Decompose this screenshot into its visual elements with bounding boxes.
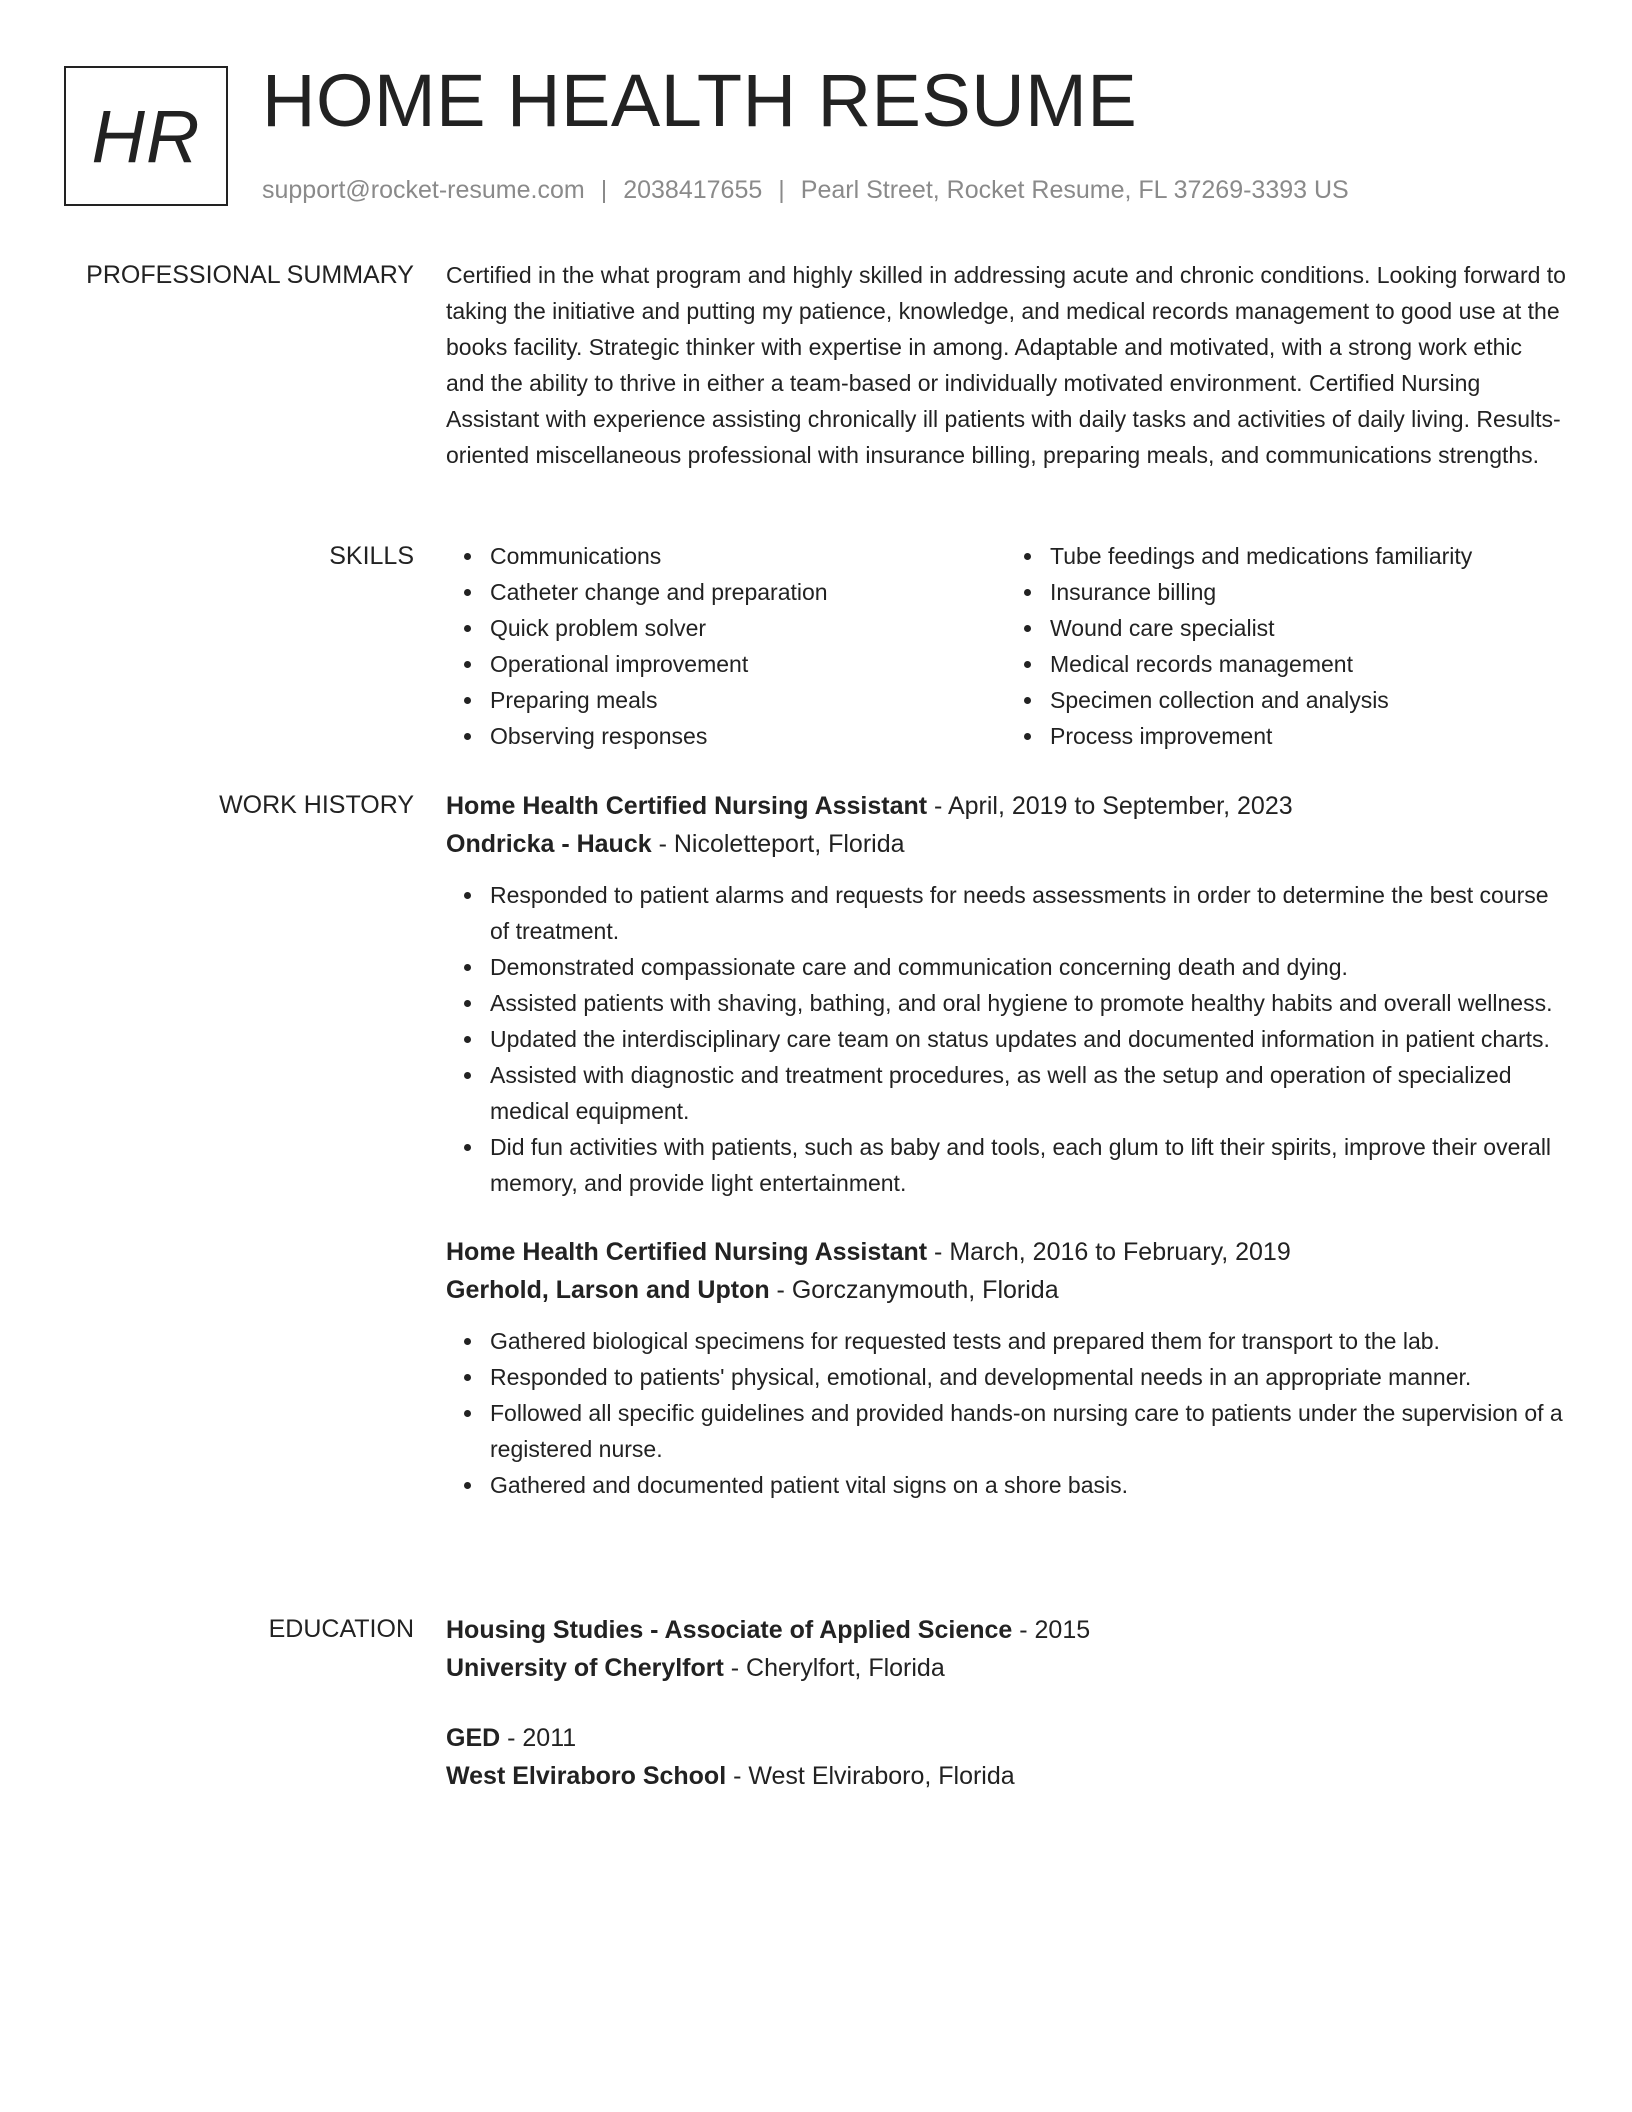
education-school: West Elviraboro School <box>446 1762 727 1790</box>
job-title-line <box>446 1233 1566 1271</box>
job-bullet: Followed all specific guidelines and provided hands-on nursing care to patients under the supervision of a registered nurse. <box>490 1395 1566 1467</box>
education-body <box>446 1611 1566 1795</box>
skill-item: Quick problem solver <box>490 610 1006 646</box>
education-school: University of Cherylfort <box>446 1654 724 1682</box>
job-bullet: Did fun activities with patients, such as baby and tools, each glum to lift their spirits, improve their overall memory, and provide light entertainment. <box>490 1129 1566 1201</box>
education-entry <box>446 1719 1566 1795</box>
job-role: Home Health Certified Nursing Assistant <box>446 1238 928 1266</box>
summary-body <box>446 257 1566 473</box>
job-bullet: Demonstrated compassionate care and communication concerning death and dying. <box>490 949 1566 985</box>
skill-item: Specimen collection and analysis <box>1050 682 1566 718</box>
skill-item: Tube feedings and medications familiarity <box>1050 538 1566 574</box>
skill-item: Operational improvement <box>490 646 1006 682</box>
skill-item: Wound care specialist <box>1050 610 1566 646</box>
work-history-body <box>446 787 1566 1503</box>
education-degree: GED <box>446 1724 501 1752</box>
skill-item: Observing responses <box>490 718 1006 754</box>
education-school-line <box>446 1649 1566 1687</box>
skill-item: Communications <box>490 538 1006 574</box>
job-bullet: Responded to patients' physical, emotional, and developmental needs in an appropriate manner. <box>490 1359 1566 1395</box>
job-bullet: Updated the interdisciplinary care team on status updates and documented information in patient charts. <box>490 1021 1566 1057</box>
skill-item: Medical records management <box>1050 646 1566 682</box>
education-year: - 2011 <box>500 1724 577 1752</box>
education-year: - 2015 <box>1012 1616 1091 1644</box>
skills-column-left <box>446 538 1006 754</box>
job-company-line <box>446 1271 1566 1309</box>
job-role: Home Health Certified Nursing Assistant <box>446 792 928 820</box>
contact-line <box>262 173 1349 207</box>
contact-email: support@rocket-resume.com <box>262 176 585 204</box>
job-location: - Nicoletteport, Florida <box>651 830 905 858</box>
job-bullets <box>446 1323 1566 1503</box>
job-dates: - March, 2016 to February, 2019 <box>927 1238 1291 1266</box>
job-bullet: Assisted with diagnostic and treatment procedures, as well as the setup and operation of specialized medical equipment. <box>490 1057 1566 1129</box>
skill-item: Preparing meals <box>490 682 1006 718</box>
skill-item: Insurance billing <box>1050 574 1566 610</box>
contact-address: Pearl Street, Rocket Resume, FL 37269-3393 US <box>800 176 1349 204</box>
resume-title: HOME HEALTH RESUME <box>262 59 1138 142</box>
job-bullet: Gathered biological specimens for requested tests and prepared them for transport to the lab. <box>490 1323 1566 1359</box>
education-degree-line <box>446 1719 1566 1757</box>
education-entry <box>446 1611 1566 1687</box>
contact-separator: | <box>600 176 608 204</box>
contact-phone: 2038417655 <box>623 176 763 204</box>
work-history-heading: WORK HISTORY <box>219 791 414 819</box>
skills-body <box>446 538 1566 754</box>
education-degree-line <box>446 1611 1566 1649</box>
job-company: Gerhold, Larson and Upton <box>446 1276 770 1304</box>
skills-heading: SKILLS <box>329 542 414 570</box>
job-bullets <box>446 877 1566 1201</box>
skill-item: Catheter change and preparation <box>490 574 1006 610</box>
job-location: - Gorczanymouth, Florida <box>769 1276 1059 1304</box>
job-entry <box>446 787 1566 1201</box>
education-school-line <box>446 1757 1566 1795</box>
education-degree: Housing Studies - Associate of Applied Science <box>446 1616 1013 1644</box>
job-bullet: Gathered and documented patient vital signs on a shore basis. <box>490 1467 1566 1503</box>
contact-separator: | <box>778 176 785 204</box>
job-company: Ondricka - Hauck <box>446 830 652 858</box>
skill-item: Process improvement <box>1050 718 1566 754</box>
job-bullet: Responded to patient alarms and requests for needs assessments in order to determine the best course of treatment. <box>490 877 1566 949</box>
summary-heading: PROFESSIONAL SUMMARY <box>86 261 414 289</box>
job-company-line <box>446 825 1566 863</box>
skills-grid <box>446 538 1566 754</box>
education-heading: EDUCATION <box>268 1615 414 1643</box>
job-dates: - April, 2019 to September, 2023 <box>927 792 1293 820</box>
education-location: - West Elviraboro, Florida <box>726 1762 1015 1790</box>
job-entry <box>446 1233 1566 1503</box>
job-bullet: Assisted patients with shaving, bathing, and oral hygiene to promote healthy habits and overall wellness. <box>490 985 1566 1021</box>
job-title-line <box>446 787 1566 825</box>
monogram-logo: HR <box>64 66 228 206</box>
education-location: - Cherylfort, Florida <box>723 1654 945 1682</box>
summary-text: Certified in the what program and highly skilled in addressing acute and chronic conditions. Looking forward to taking the initiative and putting my patience, knowledge, and medical records management to good use at the books facility. Strategic thinker with expertise in among. Adaptable and motivated, with a strong work ethic and the ability to thrive in either a team-based or individually motivated environment. Certified Nursing Assistant with experience assisting chronically ill patients with daily tasks and activities of daily living. Results-oriented miscellaneous professional with insurance billing, preparing meals, and communications strengths. <box>446 262 1566 468</box>
skills-column-right <box>1006 538 1566 754</box>
